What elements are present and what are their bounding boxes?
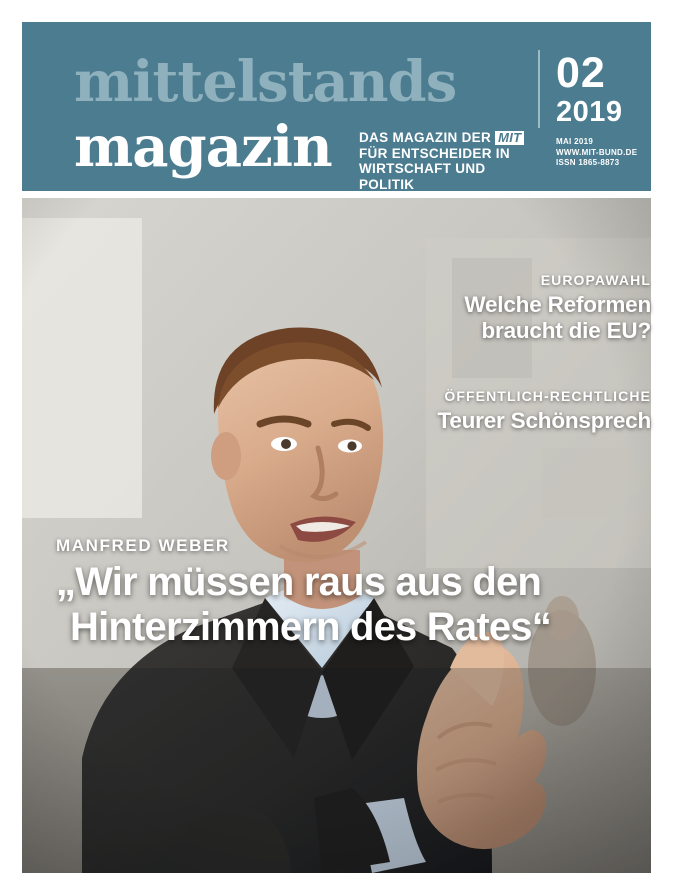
- cover-story-kicker: MANFRED WEBER: [56, 536, 230, 555]
- issue-year: 2019: [556, 96, 623, 128]
- teaser-kicker: EUROPAWAHL: [540, 272, 651, 288]
- meta-website: WWW.MIT-BUND.DE: [556, 147, 638, 157]
- issue-number: 02: [556, 49, 606, 97]
- mit-logo-badge: MIT: [495, 131, 524, 145]
- cover-story-headline-line1: „Wir müssen raus aus den: [56, 560, 542, 604]
- teaser-headline-line2: braucht die EU?: [481, 318, 651, 343]
- masthead-subtitle: [359, 130, 534, 192]
- meta-issn: ISSN 1865-8873: [556, 158, 620, 167]
- masthead-title-line2: magazin: [74, 114, 332, 180]
- masthead-subtitle-line1: DAS MAGAZIN DER: [359, 130, 491, 145]
- teaser-kicker: ÖFFENTLICH-RECHTLICHE: [444, 388, 651, 404]
- masthead-subtitle-line3: WIRTSCHAFT UND POLITIK: [359, 161, 486, 192]
- cover-story-headline-line2: Hinterzimmern des Rates“: [70, 605, 551, 649]
- masthead-divider: [538, 50, 540, 128]
- teaser-oeffentlich-rechtliche: [291, 388, 651, 434]
- masthead-meta: [556, 137, 637, 169]
- masthead-title-line1: mittelstands: [74, 49, 457, 115]
- masthead: [22, 22, 651, 191]
- teaser-headline: [291, 408, 651, 434]
- meta-date: MAI 2019: [556, 137, 594, 146]
- teaser-headline-line1: Teurer Schönsprech: [437, 408, 651, 433]
- teaser-headline-line1: Welche Reformen: [464, 292, 651, 317]
- cover-story-headline: [56, 560, 636, 650]
- cover-story: [56, 536, 636, 650]
- masthead-subtitle-line2: FÜR ENTSCHEIDER IN: [359, 145, 510, 161]
- teaser-headline: [291, 292, 651, 344]
- teaser-europawahl: [291, 272, 651, 344]
